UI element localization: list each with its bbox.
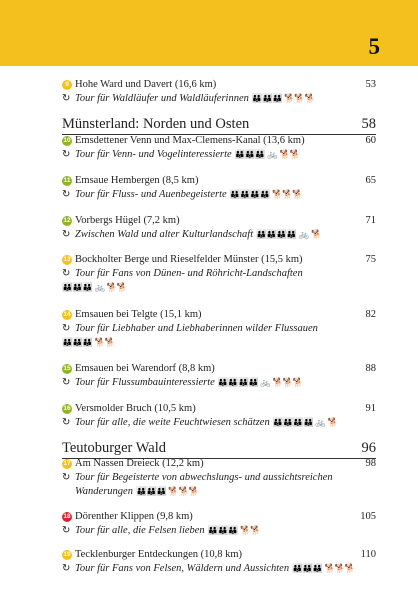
difficulty-icons: 👪👪👪👪 🐕🐕🐕 — [229, 190, 303, 200]
loop-icon: ↻ — [62, 93, 71, 104]
loop-icon: ↻ — [62, 563, 71, 574]
route-number-badge: 16 — [63, 405, 71, 412]
route-number-badge: 9 — [62, 80, 72, 90]
loop-icon: ↻ — [62, 472, 71, 483]
entry-page: 65 — [365, 175, 376, 186]
toc-entry-15[interactable] — [62, 362, 376, 390]
entry-tour: Tour für Liebhaber und Liebhaberinnen wilder Flussauen — [75, 323, 318, 334]
toc-entry-13[interactable] — [62, 253, 376, 295]
difficulty-icons: 👪👪👪 🚲 🐕🐕 — [62, 283, 127, 293]
entry-page: 60 — [365, 135, 376, 146]
entry-page: 75 — [365, 254, 376, 265]
entry-title: Am Nassen Dreieck (12,2 km) — [75, 458, 204, 469]
page-number: 5 — [368, 34, 380, 59]
difficulty-icons: 👪👪👪👪 🚲 🐕 — [272, 418, 338, 428]
toc-entry-10[interactable] — [62, 134, 376, 162]
toc-entry-19[interactable] — [62, 548, 376, 576]
loop-icon: ↻ — [62, 268, 71, 279]
section-title: Münsterland: Norden und Osten — [62, 116, 250, 132]
entry-title: Emsauen bei Telgte (15,1 km) — [75, 309, 202, 320]
entry-tour: Tour für Flussumbauinteressierte — [75, 377, 215, 388]
route-number-badge: 17 — [63, 460, 71, 467]
section-page: 58 — [361, 116, 376, 132]
route-number-badge: 18 — [63, 513, 71, 520]
route-number-badge: 19 — [63, 551, 71, 558]
difficulty-icons: 👪👪👪 🚲 🐕🐕 — [234, 150, 300, 160]
difficulty-icons: 👪👪👪 🐕🐕🐕 — [251, 94, 315, 104]
entry-page: 53 — [365, 79, 376, 90]
entry-title: Bockholter Berge und Rieselfelder Münster (15,5 km) — [75, 254, 303, 265]
entry-tour: Tour für Fans von Felsen, Wäldern und Aussichten — [75, 563, 290, 574]
entry-tour: Tour für Fluss- und Auenbegeisterte — [75, 189, 227, 200]
loop-icon: ↻ — [62, 189, 71, 200]
toc-entry-11[interactable] — [62, 174, 376, 202]
difficulty-icons: 👪👪👪👪 🚲 🐕 — [256, 230, 322, 240]
section-page: 96 — [361, 440, 376, 456]
section-heading-muensterland — [62, 116, 376, 135]
difficulty-icons: 👪👪👪 🐕🐕🐕 — [292, 564, 355, 574]
entry-tour: Zwischen Wald und alter Kulturlandschaft — [75, 229, 254, 240]
entry-tour: Tour für Begeisterte von abwechslungs- und aussichtsreichen Wanderungen — [75, 472, 333, 497]
entry-page: 88 — [365, 363, 376, 374]
entry-title: Versmolder Bruch (10,5 km) — [75, 403, 196, 414]
entry-page: 98 — [365, 458, 376, 469]
entry-page: 91 — [365, 403, 376, 414]
route-number-badge: 15 — [63, 365, 71, 372]
entry-tour: Tour für Venn- und Vogelinteressierte — [75, 149, 232, 160]
entry-tour: Tour für alle, die Felsen lieben — [75, 525, 205, 536]
entry-title: Emsaue Hembergen (8,5 km) — [75, 175, 199, 186]
entry-title: Dörenther Klippen (9,8 km) — [75, 511, 193, 522]
entry-tour: Tour für Fans von Dünen- und Röhricht-Landschaften — [75, 268, 303, 279]
entry-page: 105 — [360, 511, 376, 522]
route-number-badge: 11 — [63, 177, 71, 184]
route-number-badge: 13 — [63, 256, 71, 263]
entry-page: 110 — [360, 549, 376, 560]
loop-icon: ↻ — [62, 417, 71, 428]
loop-icon: ↻ — [62, 525, 71, 536]
entry-title: Vorbergs Hügel (7,2 km) — [75, 215, 180, 226]
loop-icon: ↻ — [62, 229, 71, 240]
route-number-badge: 10 — [63, 137, 71, 144]
entry-title: Emsdettener Venn und Max-Clemens-Kanal (13,6 km) — [75, 135, 305, 146]
toc-entry-9[interactable] — [62, 78, 376, 106]
difficulty-icons: 👪👪👪 🐕🐕🐕 — [135, 487, 199, 497]
header-bar — [0, 0, 418, 66]
difficulty-icons: 👪👪👪👪 🚲 🐕🐕🐕 — [217, 378, 303, 388]
loop-icon: ↻ — [62, 323, 71, 334]
entry-title: Hohe Ward und Davert (16,6 km) — [75, 79, 217, 90]
toc-entry-14[interactable] — [62, 308, 376, 350]
route-number-badge: 12 — [63, 217, 71, 224]
entry-page: 82 — [365, 309, 376, 320]
route-number-badge: 14 — [63, 311, 71, 318]
loop-icon: ↻ — [62, 149, 71, 160]
loop-icon: ↻ — [62, 377, 71, 388]
toc-entry-17[interactable] — [62, 457, 376, 499]
entry-title: Emsauen bei Warendorf (8,8 km) — [75, 363, 215, 374]
toc-entry-16[interactable] — [62, 402, 376, 430]
entry-tour: Tour für alle, die weite Feuchtwiesen schätzen — [75, 417, 270, 428]
toc-entry-12[interactable] — [62, 214, 376, 242]
entry-tour: Tour für Waldläufer und Waldläuferinnen — [75, 93, 249, 104]
difficulty-icons: 👪👪👪 🐕🐕 — [207, 526, 261, 536]
entry-title: Tecklenburger Entdeckungen (10,8 km) — [75, 549, 243, 560]
toc-entry-18[interactable] — [62, 510, 376, 538]
section-title: Teutoburger Wald — [62, 440, 166, 456]
entry-page: 71 — [365, 215, 376, 226]
difficulty-icons: 👪👪👪 🐕🐕 — [62, 338, 115, 348]
